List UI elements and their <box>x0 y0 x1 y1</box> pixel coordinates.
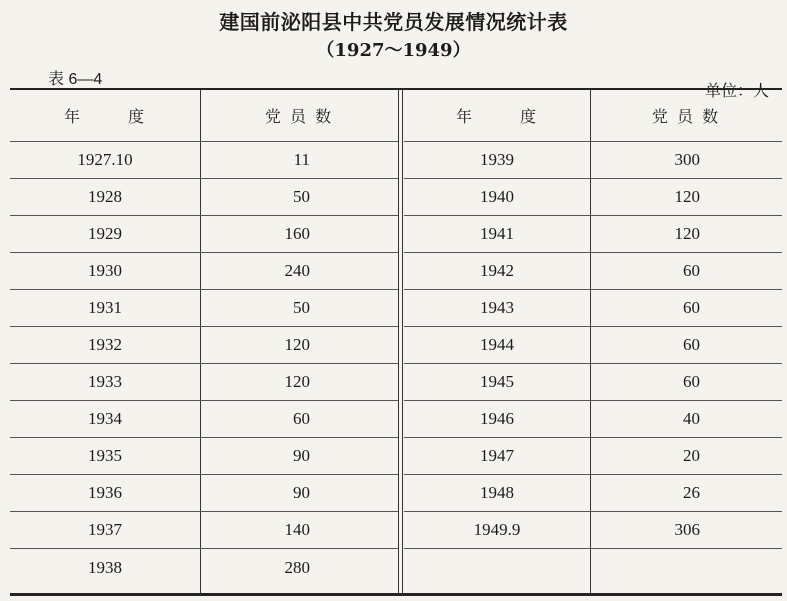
year-cell: 1929 <box>88 224 122 243</box>
member-count-cell: 120 <box>284 335 310 354</box>
member-count-cell: 160 <box>284 224 310 243</box>
statistics-table <box>10 88 782 596</box>
year-cell: 1933 <box>88 372 122 391</box>
year-cell: 1935 <box>88 446 122 465</box>
year-cell: 1937 <box>88 520 122 539</box>
year-cell: 1945 <box>480 372 514 391</box>
member-count-cell: 60 <box>293 409 310 428</box>
center-divider <box>398 90 399 593</box>
member-count-cell: 60 <box>683 298 700 317</box>
table-row <box>10 364 398 401</box>
table-row <box>404 401 782 438</box>
header-year-b: 度 <box>520 107 539 126</box>
table-row <box>404 512 782 549</box>
member-count-cell: 306 <box>674 520 700 539</box>
year-cell: 1927.10 <box>77 150 133 169</box>
table-row <box>404 290 782 327</box>
table-row <box>10 327 398 364</box>
member-count-cell: 120 <box>284 372 310 391</box>
table-row <box>10 179 398 216</box>
member-count-cell: 280 <box>284 557 310 577</box>
year-cell: 1947 <box>480 446 514 465</box>
year-cell: 1943 <box>480 298 514 317</box>
header-row <box>404 90 782 142</box>
member-count-cell: 50 <box>293 298 310 317</box>
year-cell: 1941 <box>480 224 514 243</box>
table-row <box>404 438 782 475</box>
member-count-cell: 60 <box>683 335 700 354</box>
header-members: 党 员 数 <box>264 107 334 126</box>
year-cell: 1936 <box>88 483 122 502</box>
year-cell: 1944 <box>480 335 514 354</box>
year-cell: 1928 <box>88 187 122 206</box>
year-cell: 1942 <box>480 261 514 280</box>
member-count-cell: 90 <box>293 483 310 502</box>
table-row <box>404 216 782 253</box>
year-cell: 1930 <box>88 261 122 280</box>
member-count-cell: 50 <box>293 187 310 206</box>
member-count-cell: 140 <box>284 520 310 539</box>
year-cell: 1931 <box>88 298 122 317</box>
header-year <box>404 90 590 141</box>
table-row <box>10 438 398 475</box>
header-year <box>10 90 200 141</box>
table-row <box>404 142 782 179</box>
member-count-cell: 26 <box>683 483 700 502</box>
member-count-cell: 120 <box>674 224 700 243</box>
header-members: 党 员 数 <box>651 107 721 126</box>
table-row <box>404 364 782 401</box>
header-row <box>10 90 398 142</box>
table-row <box>10 512 398 549</box>
table-row <box>10 253 398 290</box>
table-row <box>10 216 398 253</box>
member-count-cell: 90 <box>293 446 310 465</box>
year-cell: 1949.9 <box>473 520 521 539</box>
right-half <box>404 90 782 593</box>
year-cell: 1932 <box>88 335 122 354</box>
year-cell: 1939 <box>480 150 514 169</box>
year-cell: 1934 <box>88 409 122 428</box>
table-row <box>10 142 398 179</box>
year-cell: 1948 <box>480 483 514 502</box>
table-row <box>10 290 398 327</box>
member-count-cell: 20 <box>683 446 700 465</box>
document-subtitle: （1927～1949） <box>316 40 471 61</box>
table-row <box>10 475 398 512</box>
year-cell: 1940 <box>480 187 514 206</box>
member-count-cell: 40 <box>683 409 700 428</box>
table-row <box>404 253 782 290</box>
table-row <box>404 179 782 216</box>
member-count-cell: 60 <box>683 261 700 280</box>
table-row <box>10 549 398 586</box>
header-year-a: 年 <box>63 107 82 126</box>
table-row <box>10 401 398 438</box>
table-number: 表 6—4 <box>48 71 103 88</box>
member-count-cell: 240 <box>284 261 310 280</box>
header-year-a: 年 <box>455 107 474 126</box>
unit-label: 单位：人 <box>704 81 769 100</box>
year-cell: 1946 <box>480 409 514 428</box>
header-year-b: 度 <box>128 107 147 126</box>
member-count-cell: 60 <box>683 372 700 391</box>
left-half <box>10 90 398 593</box>
year-cell: 1938 <box>88 557 122 577</box>
table-row <box>404 475 782 512</box>
member-count-cell: 300 <box>674 150 700 169</box>
center-divider <box>402 90 403 593</box>
member-count-cell: 120 <box>674 187 700 206</box>
document-title: 建国前泌阳县中共党员发展情况统计表 <box>219 10 568 34</box>
member-count-cell: 11 <box>293 150 310 169</box>
table-row <box>404 327 782 364</box>
